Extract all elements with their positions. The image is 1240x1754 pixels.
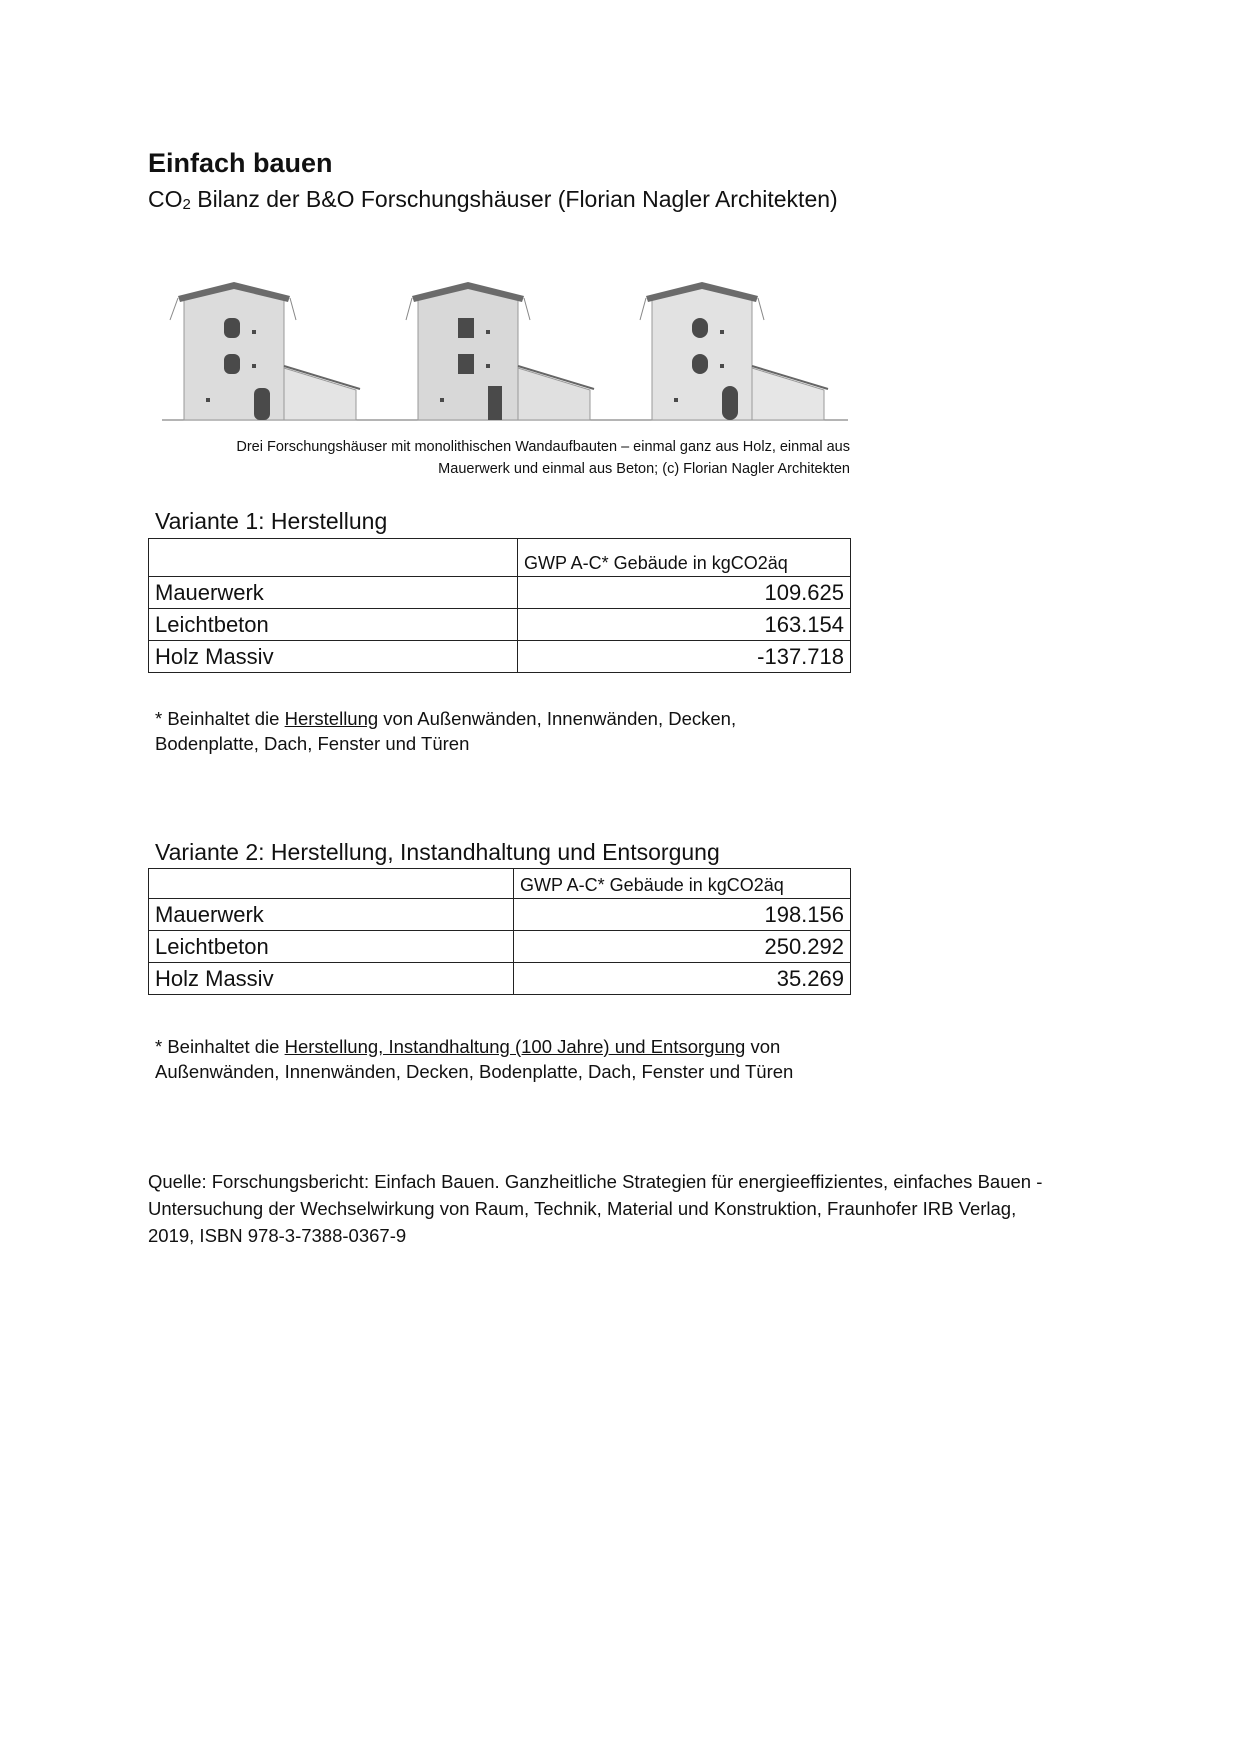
table-row bbox=[149, 641, 851, 673]
wood-house bbox=[170, 282, 360, 420]
footnote-underlined: Herstellung bbox=[284, 708, 379, 729]
table-row bbox=[149, 577, 851, 609]
variant1-title: Variante 1: Herstellung bbox=[155, 508, 388, 534]
illustration-caption bbox=[160, 436, 850, 480]
variant2-title: Variante 2: Herstellung, Instandhaltung und Entsorgung bbox=[155, 839, 720, 865]
table-row bbox=[149, 899, 851, 931]
variant1-table bbox=[148, 538, 851, 673]
variant1-footnote bbox=[155, 706, 736, 756]
table-row bbox=[149, 931, 851, 963]
table-row bbox=[149, 963, 851, 995]
row-value: 250.292 bbox=[514, 931, 851, 963]
masonry-house bbox=[406, 282, 594, 420]
caption-line-2: Mauerwerk und einmal aus Beton; (c) Florian Nagler Architekten bbox=[438, 461, 850, 477]
source-line-1: Quelle: Forschungsbericht: Einfach Bauen. Ganzheitliche Strategien für energieeffizientes, einfaches Bauen - bbox=[148, 1171, 1043, 1192]
row-label: Holz Massiv bbox=[149, 641, 518, 673]
table-row bbox=[149, 609, 851, 641]
subtitle-co: CO bbox=[148, 186, 183, 212]
footnote-rest: von bbox=[745, 1036, 781, 1057]
table-header-empty bbox=[149, 869, 514, 899]
row-label: Mauerwerk bbox=[149, 577, 518, 609]
source-reference bbox=[148, 1168, 1078, 1249]
document-title: Einfach bauen bbox=[148, 148, 333, 178]
document-subtitle bbox=[148, 186, 838, 213]
source-line-3: 2019, ISBN 978-3-7388-0367-9 bbox=[148, 1225, 407, 1246]
row-label: Mauerwerk bbox=[149, 899, 514, 931]
footnote-line-2: Bodenplatte, Dach, Fenster und Türen bbox=[155, 733, 470, 754]
footnote-line-2: Außenwänden, Innenwänden, Decken, Bodenplatte, Dach, Fenster und Türen bbox=[155, 1061, 794, 1082]
footnote-line-1 bbox=[155, 1034, 793, 1059]
footnote-underlined: Herstellung, Instandhaltung (100 Jahre) und Entsorgung bbox=[284, 1036, 746, 1057]
row-value: -137.718 bbox=[518, 641, 851, 673]
row-value: 198.156 bbox=[514, 899, 851, 931]
subtitle-subscript: 2 bbox=[182, 196, 191, 213]
table-column-header: GWP A-C* Gebäude in kgCO2äq bbox=[518, 539, 851, 577]
variant2-table bbox=[148, 868, 851, 995]
row-label: Leichtbeton bbox=[149, 931, 514, 963]
variant2-footnote bbox=[155, 1034, 793, 1084]
table-header-row bbox=[149, 869, 851, 899]
table-header-row bbox=[149, 539, 851, 577]
concrete-house bbox=[640, 282, 828, 420]
source-line-2: Untersuchung der Wechselwirkung von Raum, Technik, Material und Konstruktion, Fraunhofer IRB Verlag, bbox=[148, 1198, 1017, 1219]
row-label: Holz Massiv bbox=[149, 963, 514, 995]
row-value: 109.625 bbox=[518, 577, 851, 609]
row-label: Leichtbeton bbox=[149, 609, 518, 641]
subtitle-rest: Bilanz der B&O Forschungshäuser (Florian Nagler Architekten) bbox=[190, 186, 838, 212]
caption-line-1: Drei Forschungshäuser mit monolithischen Wandaufbauten – einmal ganz aus Holz, einmal aus bbox=[236, 439, 850, 455]
table-header-empty bbox=[149, 539, 518, 577]
footnote-prefix: * Beinhaltet die bbox=[155, 708, 285, 729]
research-houses-illustration bbox=[160, 280, 850, 428]
table-column-header: GWP A-C* Gebäude in kgCO2äq bbox=[514, 869, 851, 899]
footnote-line-1 bbox=[155, 706, 736, 731]
footnote-prefix: * Beinhaltet die bbox=[155, 1036, 285, 1057]
footnote-rest: von Außenwänden, Innenwänden, Decken, bbox=[378, 708, 737, 729]
row-value: 163.154 bbox=[518, 609, 851, 641]
row-value: 35.269 bbox=[514, 963, 851, 995]
